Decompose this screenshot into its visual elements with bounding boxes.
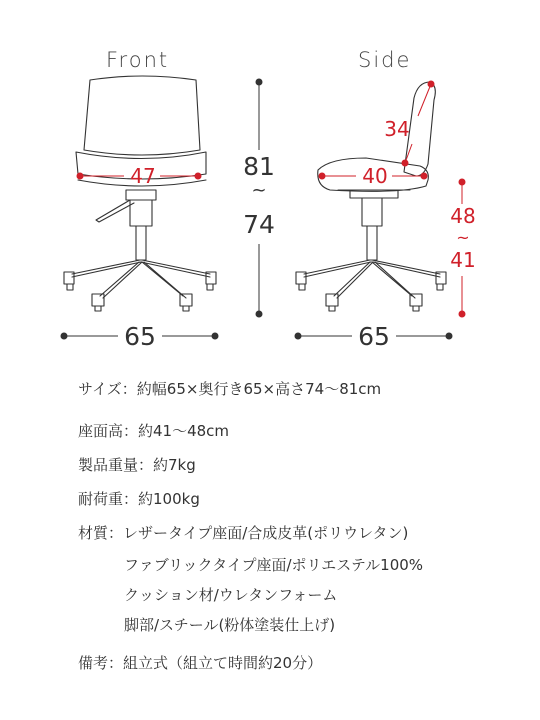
spec-seat-height: 座面高：約41〜48cm xyxy=(78,422,230,440)
spec-material: 材質：レザータイプ座面/合成皮革(ポリウレタン) xyxy=(78,524,409,542)
seat-height-min-value: 41 xyxy=(450,248,476,272)
side-chair-drawing xyxy=(296,82,446,311)
spec-load: 耐荷重：約100kg xyxy=(78,490,200,508)
front-seat-width-value: 47 xyxy=(130,164,156,188)
spec-material-cushion: クッション材/ウレタンフォーム xyxy=(124,586,338,604)
side-seat-depth-value: 40 xyxy=(362,164,388,188)
spec-size: サイズ：約幅65×奥行き65×高さ74〜81cm xyxy=(78,380,382,398)
side-view-label: Side xyxy=(358,48,412,72)
spec-weight: 製品重量：約7kg xyxy=(78,456,196,474)
front-view-label: Front xyxy=(106,48,170,72)
seat-height-tilde: ~ xyxy=(456,228,470,247)
spec-notes: 備考：組立式（組立て時間約20分） xyxy=(78,654,323,672)
side-back-height-value: 34 xyxy=(384,117,410,141)
height-min-value: 74 xyxy=(243,210,275,239)
spec-material-legs: 脚部/スチール(粉体塗装仕上げ) xyxy=(124,616,336,634)
spec-material-fabric: ファブリックタイプ座面/ポリエステル100% xyxy=(124,556,424,574)
height-max-value: 81 xyxy=(243,152,275,181)
height-tilde: ~ xyxy=(251,180,267,201)
front-chair-drawing xyxy=(64,76,216,311)
side-base-width-value: 65 xyxy=(358,322,390,351)
front-base-width-value: 65 xyxy=(124,322,156,351)
seat-height-max-value: 48 xyxy=(450,204,476,228)
